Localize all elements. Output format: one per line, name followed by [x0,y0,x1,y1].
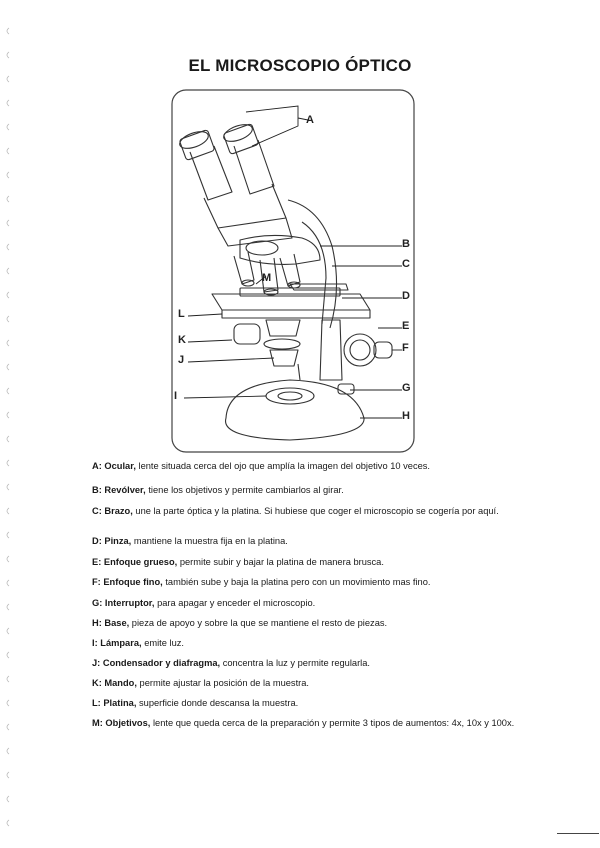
definition-platina: L: Platina, superficie donde descansa la muestra. [92,698,299,708]
label-d: D [402,290,410,302]
label-k: K [178,334,186,346]
page-title: EL MICROSCOPIO ÓPTICO [188,56,412,75]
definition-brazo: C: Brazo, une la parte óptica y la platina. Si hubiese que coger el microscopio se cogería por aquí. [92,506,499,516]
definition-mando: K: Mando, permite ajustar la posición de la muestra. [92,678,310,688]
label-i: I [174,390,178,402]
label-m: M [262,272,272,284]
definition-enfoque-fino: F: Enfoque fino, también sube y baja la platina pero con un movimiento mas fino. [92,577,431,587]
label-e: E [402,320,410,332]
label-b: B [402,238,410,250]
label-j: J [178,354,185,366]
label-c: C [402,258,410,270]
definition-interruptor: G: Interruptor, para apagar y enceder el microscopio. [92,598,316,608]
label-f: F [402,342,409,354]
microscope-figure [170,88,420,458]
definition-enfoque-grueso: E: Enfoque grueso, permite subir y bajar la platina de manera brusca. [92,557,384,567]
label-l: L [178,308,185,320]
definition-pinza: D: Pinza, mantiene la muestra fija en la platina. [92,536,288,546]
label-a: A [306,114,314,126]
definition-revolver: B: Revólver, tiene los objetivos y permite cambiarlos al girar. [92,485,344,495]
definition-lampara: I: Lámpara, emite luz. [92,638,184,648]
definition-condensador: J: Condensador y diafragma, concentra la luz y permite regularla. [92,658,370,668]
label-h: H [402,410,410,422]
microscope-illustration [170,88,420,458]
footer-rule [557,833,599,834]
definition-objetivos: M: Objetivos, lente que queda cerca de la preparación y permite 3 tipos de aumentos: 4x, 10x y 100x. [92,718,515,728]
label-g: G [402,382,411,394]
definition-base: H: Base, pieza de apoyo y sobre la que se mantiene el resto de piezas. [92,618,388,628]
definition-ocular: A: Ocular, lente situada cerca del ojo que amplía la imagen del objetivo 10 veces. [92,461,430,471]
binding-holes-decoration [0,0,14,848]
